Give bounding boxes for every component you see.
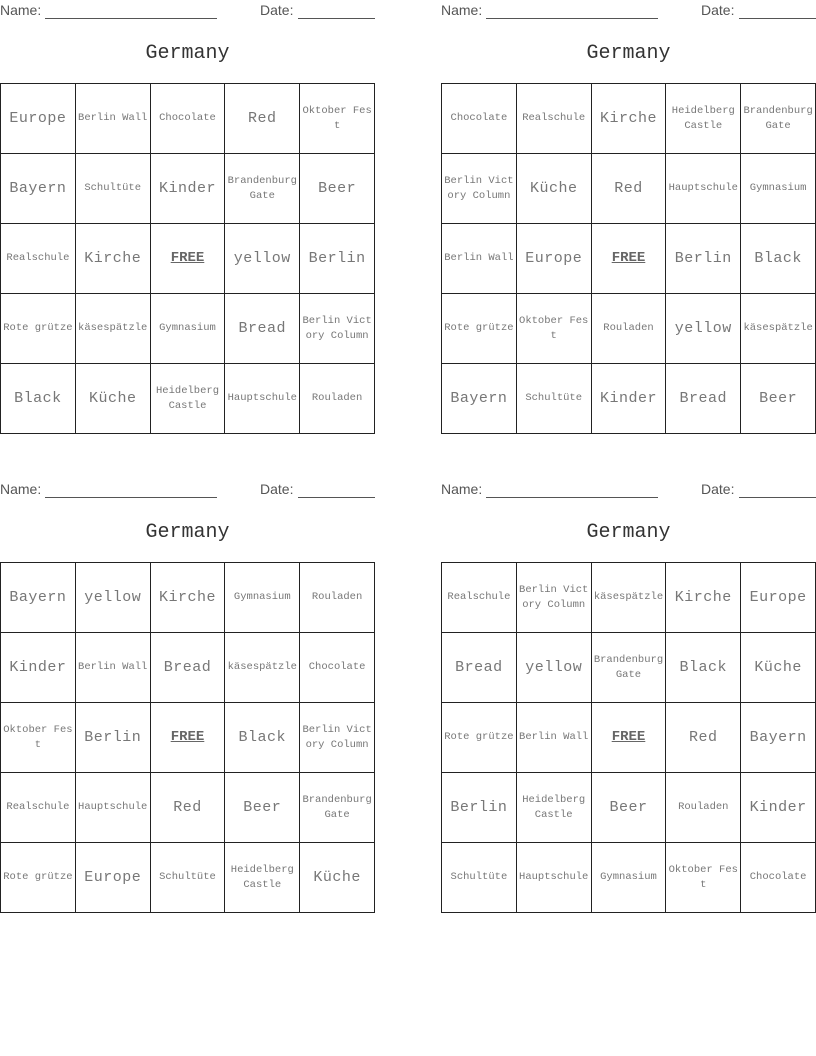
bingo-cell: Rouladen <box>592 294 667 364</box>
bingo-cell: Realschule <box>442 563 517 633</box>
date-label: Date: <box>701 2 735 18</box>
bingo-cell: Küche <box>76 364 151 434</box>
bingo-grid <box>441 562 816 913</box>
name-blank-line <box>486 497 658 498</box>
bingo-cell: käsespätzle <box>76 294 151 364</box>
bingo-card <box>441 0 816 435</box>
name-blank-line <box>486 18 658 19</box>
bingo-cell: Black <box>1 364 76 434</box>
bingo-cell: Schultüte <box>517 364 592 434</box>
bingo-cell: Gymnasium <box>592 843 667 913</box>
bingo-cell: Brandenburg Gate <box>300 773 375 843</box>
free-space-cell: FREE <box>592 224 667 294</box>
name-date-row <box>441 2 816 20</box>
bingo-cell: Brandenburg Gate <box>741 84 816 154</box>
bingo-cell: Oktober Fest <box>666 843 741 913</box>
bingo-cell: Kinder <box>592 364 667 434</box>
bingo-cell: Red <box>592 154 667 224</box>
bingo-cell: Black <box>666 633 741 703</box>
bingo-cell: Berlin Victory Column <box>517 563 592 633</box>
bingo-cell: Bread <box>666 364 741 434</box>
card-title: Germany <box>145 521 230 544</box>
bingo-cell: Black <box>741 224 816 294</box>
bingo-cell: Gymnasium <box>225 563 300 633</box>
bingo-cell: Red <box>151 773 226 843</box>
bingo-cell: Bread <box>442 633 517 703</box>
bingo-cell: Chocolate <box>442 84 517 154</box>
name-date-row <box>441 481 816 499</box>
bingo-cell: Rote grütze <box>1 294 76 364</box>
bingo-cell: Berlin <box>666 224 741 294</box>
name-label: Name: <box>441 481 483 497</box>
bingo-cell: Berlin <box>300 224 375 294</box>
bingo-cell: Berlin <box>442 773 517 843</box>
bingo-cell: Schultüte <box>442 843 517 913</box>
bingo-cell: Hauptschule <box>225 364 300 434</box>
bingo-cell: Berlin Wall <box>442 224 517 294</box>
bingo-grid <box>0 83 375 434</box>
bingo-cell: Rote grütze <box>442 703 517 773</box>
bingo-cell: Oktober Fest <box>300 84 375 154</box>
bingo-cell: Europe <box>517 224 592 294</box>
date-blank-line <box>298 497 375 498</box>
bingo-cell: Realschule <box>1 773 76 843</box>
free-space-cell: FREE <box>592 703 667 773</box>
date-blank-line <box>739 18 816 19</box>
bingo-cell: käsespätzle <box>592 563 667 633</box>
name-label: Name: <box>0 2 42 18</box>
bingo-card <box>0 479 375 914</box>
bingo-cell: Brandenburg Gate <box>225 154 300 224</box>
name-label: Name: <box>0 481 42 497</box>
bingo-cell: yellow <box>666 294 741 364</box>
bingo-card <box>441 479 816 914</box>
name-label: Name: <box>441 2 483 18</box>
bingo-cell: Heidelberg Castle <box>517 773 592 843</box>
bingo-cell: Europe <box>1 84 76 154</box>
bingo-cell: Gymnasium <box>151 294 226 364</box>
bingo-cell: Bayern <box>442 364 517 434</box>
bingo-cell: Europe <box>76 843 151 913</box>
bingo-cell: Berlin <box>76 703 151 773</box>
bingo-cell: Hauptschule <box>666 154 741 224</box>
bingo-cell: Oktober Fest <box>517 294 592 364</box>
bingo-cell: Bayern <box>1 154 76 224</box>
name-date-row <box>0 2 375 20</box>
bingo-cell: Red <box>225 84 300 154</box>
bingo-cell: Beer <box>741 364 816 434</box>
bingo-cell: Rouladen <box>300 563 375 633</box>
date-label: Date: <box>260 481 294 497</box>
bingo-cell: Bayern <box>741 703 816 773</box>
bingo-cell: Kirche <box>76 224 151 294</box>
bingo-cell: Kirche <box>151 563 226 633</box>
bingo-cell: Heidelberg Castle <box>225 843 300 913</box>
bingo-cell: Gymnasium <box>741 154 816 224</box>
bingo-cell: Hauptschule <box>76 773 151 843</box>
bingo-cell: Berlin Wall <box>76 84 151 154</box>
bingo-cell: Berlin Victory Column <box>442 154 517 224</box>
bingo-cell: Beer <box>592 773 667 843</box>
bingo-card <box>0 0 375 435</box>
bingo-grid <box>0 562 375 913</box>
bingo-cell: Bread <box>225 294 300 364</box>
bingo-cell: Oktober Fest <box>1 703 76 773</box>
name-date-row <box>0 481 375 499</box>
bingo-cell: Bayern <box>1 563 76 633</box>
bingo-cell: Küche <box>517 154 592 224</box>
date-label: Date: <box>260 2 294 18</box>
date-label: Date: <box>701 481 735 497</box>
bingo-cell: Hauptschule <box>517 843 592 913</box>
bingo-cell: Kirche <box>666 563 741 633</box>
card-title: Germany <box>145 42 230 65</box>
bingo-grid <box>441 83 816 434</box>
bingo-cell: Küche <box>300 843 375 913</box>
bingo-cell: Berlin Victory Column <box>300 703 375 773</box>
bingo-cell: Schultüte <box>151 843 226 913</box>
bingo-cell: Kirche <box>592 84 667 154</box>
bingo-cell: Kinder <box>1 633 76 703</box>
date-blank-line <box>298 18 375 19</box>
bingo-cell: Chocolate <box>300 633 375 703</box>
bingo-cell: Rote grütze <box>1 843 76 913</box>
card-title: Germany <box>586 521 671 544</box>
bingo-cell: Black <box>225 703 300 773</box>
bingo-cell: yellow <box>517 633 592 703</box>
free-space-cell: FREE <box>151 703 226 773</box>
card-title: Germany <box>586 42 671 65</box>
bingo-cell: Brandenburg Gate <box>592 633 667 703</box>
bingo-cell: Heidelberg Castle <box>666 84 741 154</box>
bingo-cell: Heidelberg Castle <box>151 364 226 434</box>
bingo-cell: Berlin Victory Column <box>300 294 375 364</box>
name-blank-line <box>45 18 217 19</box>
bingo-cell: käsespätzle <box>741 294 816 364</box>
bingo-cell: Kinder <box>151 154 226 224</box>
bingo-cell: yellow <box>76 563 151 633</box>
bingo-cell: Chocolate <box>151 84 226 154</box>
bingo-cell: Realschule <box>1 224 76 294</box>
bingo-cell: yellow <box>225 224 300 294</box>
bingo-cell: Bread <box>151 633 226 703</box>
bingo-cell: Berlin Wall <box>76 633 151 703</box>
free-space-cell: FREE <box>151 224 226 294</box>
bingo-cell: Rote grütze <box>442 294 517 364</box>
bingo-cell: Schultüte <box>76 154 151 224</box>
bingo-cell: Kinder <box>741 773 816 843</box>
bingo-cell: Realschule <box>517 84 592 154</box>
bingo-cell: Red <box>666 703 741 773</box>
bingo-cell: Rouladen <box>666 773 741 843</box>
bingo-cell: Rouladen <box>300 364 375 434</box>
bingo-cell: käsespätzle <box>225 633 300 703</box>
bingo-cell: Küche <box>741 633 816 703</box>
bingo-cell: Berlin Wall <box>517 703 592 773</box>
bingo-cell: Beer <box>225 773 300 843</box>
bingo-cell: Chocolate <box>741 843 816 913</box>
bingo-cell: Europe <box>741 563 816 633</box>
name-blank-line <box>45 497 217 498</box>
date-blank-line <box>739 497 816 498</box>
bingo-cell: Beer <box>300 154 375 224</box>
